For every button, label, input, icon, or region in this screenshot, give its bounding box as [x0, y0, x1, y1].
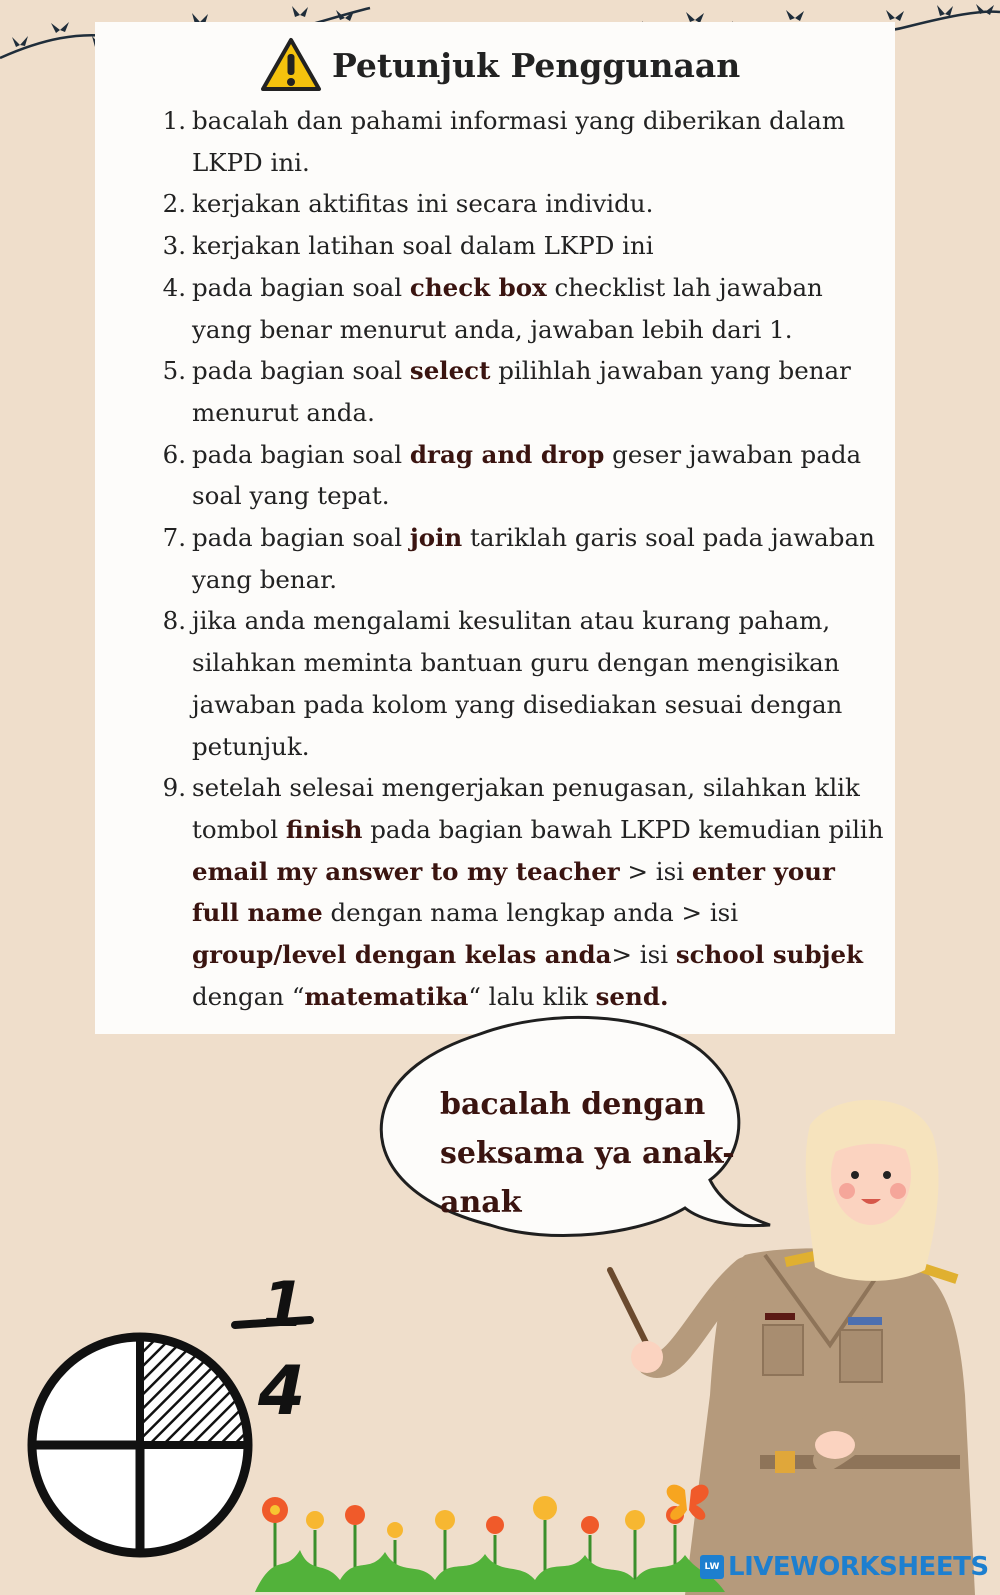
instruction-number: 4.: [162, 272, 186, 302]
instruction-keyword: school subjek: [675, 940, 864, 970]
instruction-item: [130, 267, 890, 350]
instruction-keyword: join: [409, 523, 463, 553]
instruction-text: dengan nama lengkap anda > isi: [322, 898, 739, 928]
page-title: Petunjuk Penggunaan: [332, 45, 741, 85]
instruction-text: > isi: [619, 856, 692, 886]
instruction-text: geser jawaban pada soal yang tepat.: [192, 439, 862, 511]
instruction-text: pada bagian soal: [192, 356, 410, 386]
instruction-keyword: check box: [409, 272, 547, 302]
instruction-item: [130, 350, 890, 433]
instruction-item: [130, 517, 890, 600]
instruction-keyword: matematika: [304, 981, 469, 1011]
instruction-text: > isi: [611, 940, 676, 970]
instruction-number: 2.: [162, 189, 186, 219]
instruction-text: pada bagian soal: [192, 523, 410, 553]
instruction-list: [130, 100, 890, 1017]
instruction-text: “ lalu klik: [468, 981, 596, 1011]
instruction-keyword: finish: [285, 814, 363, 844]
brand-label: LIVEWORKSHEETS: [728, 1552, 989, 1582]
instruction-number: 9.: [162, 773, 186, 803]
instruction-text: checklist lah jawaban yang benar menurut anda, jawaban lebih dari 1.: [192, 272, 823, 344]
butterfly-icon: [667, 1485, 709, 1520]
instruction-keyword: group/level dengan kelas anda: [192, 940, 612, 970]
instruction-text: pada bagian bawah LKPD kemudian pilih: [362, 814, 884, 844]
title-row: [260, 30, 740, 100]
instruction-text: pilihlah jawaban yang benar menurut anda.: [192, 356, 851, 427]
speech-bubble-text: bacalah dengan seksama ya anak-anak: [440, 1087, 735, 1220]
instruction-text: setelah selesai mengerjakan penugasan, silahkan klik tombol: [192, 773, 860, 844]
instruction-keyword: select: [409, 356, 491, 386]
instruction-text: pada bagian soal: [192, 439, 410, 469]
liveworksheets-brand[interactable]: [700, 1547, 989, 1587]
instruction-number: 5.: [162, 356, 186, 386]
instruction-keyword: send.: [595, 981, 669, 1011]
instruction-item: [130, 225, 890, 267]
instruction-keyword: email my answer to my teacher: [192, 856, 620, 886]
instruction-card: [95, 22, 895, 1034]
instruction-text: dengan “: [192, 981, 305, 1011]
instruction-number: 1.: [162, 106, 186, 135]
instruction-item: [130, 183, 890, 225]
instruction-number: 7.: [162, 523, 186, 553]
instruction-item: [130, 434, 890, 517]
fraction-numerator: 1: [262, 1268, 306, 1341]
instruction-text: kerjakan latihan soal dalam LKPD ini: [192, 231, 654, 261]
instruction-number: 3.: [162, 231, 186, 261]
instruction-keyword: enter your full name: [192, 856, 835, 928]
fraction-denominator: 4: [258, 1352, 306, 1431]
instruction-item: [130, 767, 890, 1017]
instruction-number: 6.: [162, 439, 186, 469]
liveworksheets-logo-icon: LW: [700, 1555, 724, 1579]
warning-triangle-icon: [260, 37, 322, 93]
instruction-number: 8.: [162, 606, 186, 636]
instruction-keyword: drag and drop: [409, 439, 605, 469]
instruction-item: [130, 600, 890, 767]
instruction-text: bacalah dan pahami informasi yang diberikan dalam LKPD ini.: [192, 106, 846, 177]
flower-bed-decoration: [255, 1480, 725, 1595]
instruction-text: kerjakan aktifitas ini secara individu.: [192, 189, 654, 219]
instruction-item: [130, 100, 890, 183]
instruction-text: pada bagian soal: [192, 272, 410, 302]
instruction-text: jika anda mengalami kesulitan atau kurang paham, silahkan meminta bantuan guru dengan mengisikan jawaban pada kolom yang disediakan sesuai dengan petunjuk.: [192, 606, 843, 761]
instruction-text: tariklah garis soal pada jawaban yang benar.: [192, 523, 875, 594]
